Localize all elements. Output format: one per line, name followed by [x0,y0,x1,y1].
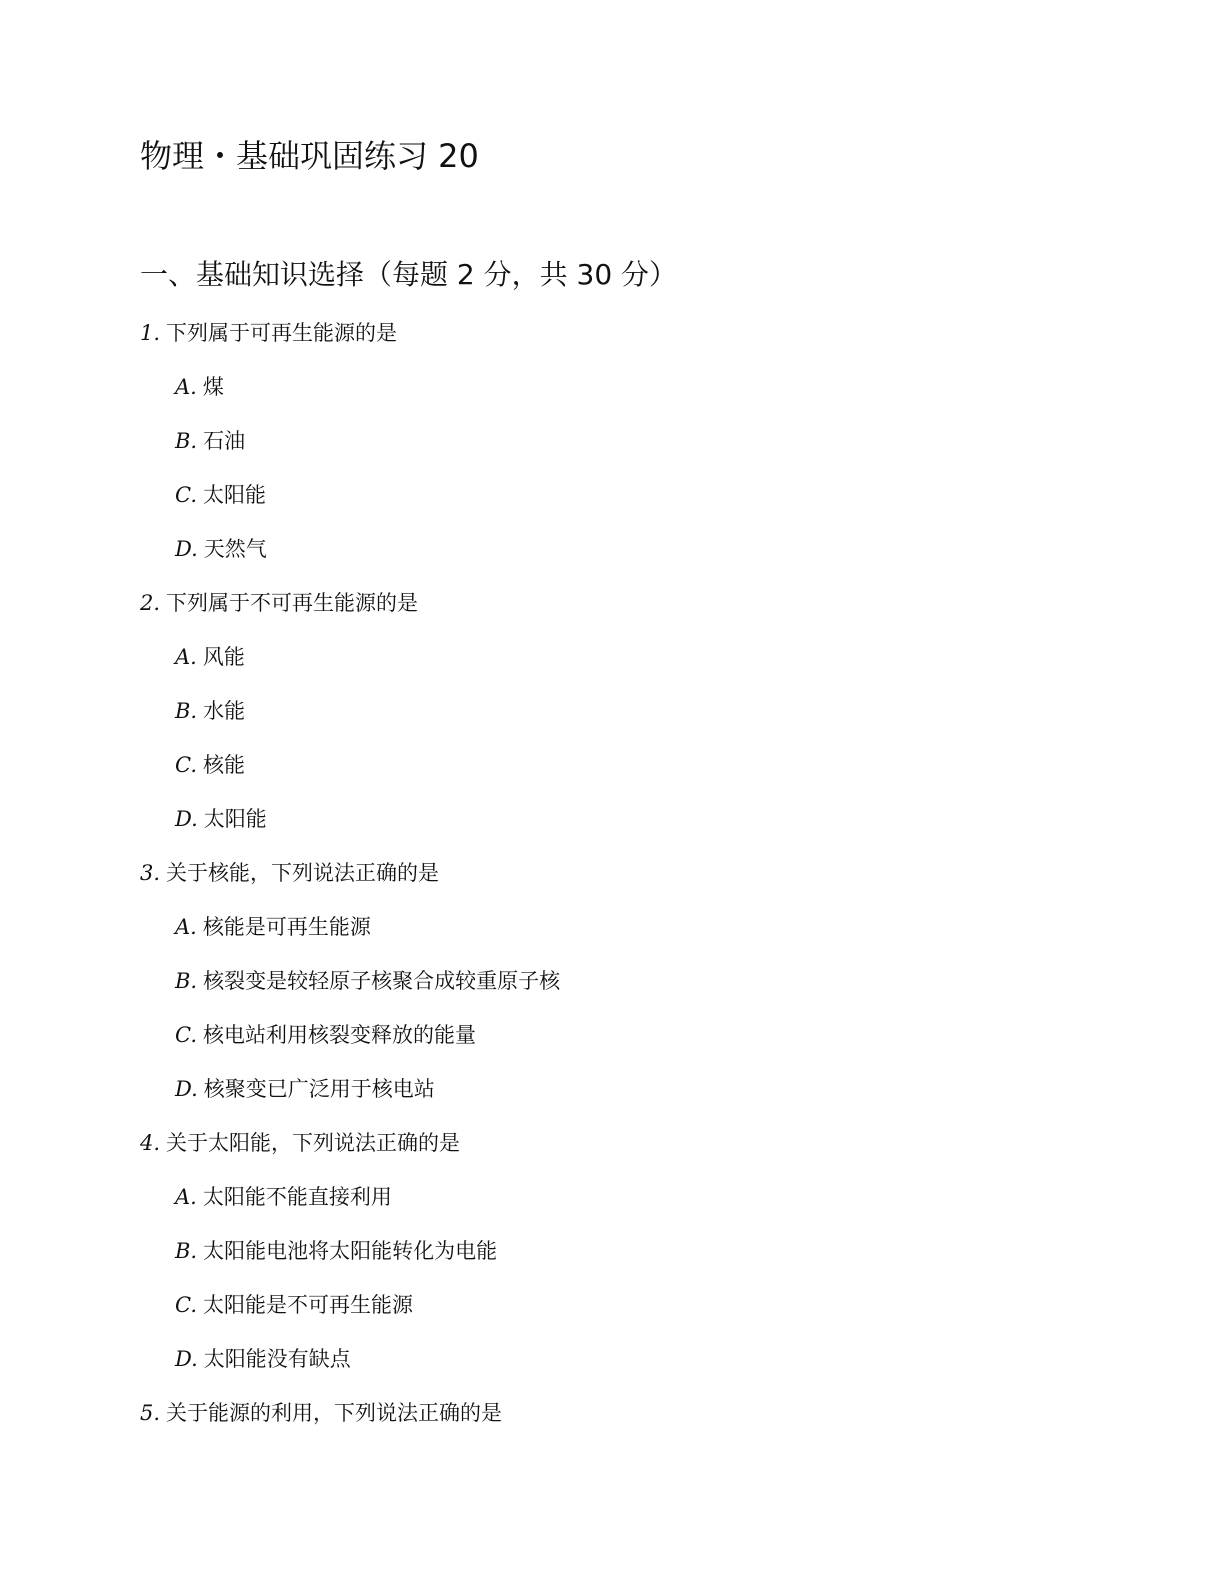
question-number: 2. [140,591,161,615]
option-letter: B. [175,1239,198,1263]
question-text: 下列属于可再生能源的是 [166,321,398,345]
answer-option [140,527,1140,581]
option-text: 太阳能没有缺点 [203,1347,351,1371]
option-text: 天然气 [203,537,267,561]
option-letter: A. [175,1185,197,1209]
option-letter: B. [175,429,198,453]
option-letter: D. [175,807,198,831]
question-text: 关于能源的利用，下列说法正确的是 [166,1401,503,1425]
option-text: 核裂变是较轻原子核聚合成较重原子核 [203,969,561,993]
option-text: 核电站利用核裂变释放的能量 [203,1023,476,1047]
page-title: 物理・基础巩固练习 20 [140,137,479,175]
answer-option [140,635,1140,689]
answer-option [140,473,1140,527]
question-stem [140,581,1140,635]
option-text: 风能 [202,645,245,669]
option-text: 核能是可再生能源 [202,915,371,939]
question-list [140,311,1140,1445]
option-text: 核能 [203,753,245,777]
question-number: 3. [140,861,161,885]
answer-option [140,365,1140,419]
question-stem [140,1121,1140,1175]
option-letter: D. [175,1077,198,1101]
answer-option [140,1229,1140,1283]
question-text: 下列属于不可再生能源的是 [166,591,419,615]
option-letter: C. [175,1293,197,1317]
question-stem [140,311,1140,365]
option-text: 太阳能电池将太阳能转化为电能 [203,1239,498,1263]
option-text: 水能 [203,699,246,723]
option-letter: B. [175,699,198,723]
option-letter: B. [175,969,198,993]
option-text: 太阳能不能直接利用 [202,1185,392,1209]
option-text: 太阳能是不可再生能源 [203,1293,413,1317]
option-text: 核聚变已广泛用于核电站 [203,1077,435,1101]
answer-option [140,1337,1140,1391]
option-letter: D. [175,537,198,561]
question-stem [140,1391,1140,1445]
option-letter: C. [175,483,197,507]
answer-option [140,743,1140,797]
option-letter: A. [175,645,197,669]
answer-option [140,1067,1140,1121]
question-text: 关于太阳能，下列说法正确的是 [166,1131,461,1155]
answer-option [140,797,1140,851]
option-text: 石油 [203,429,246,453]
option-text: 太阳能 [203,483,266,507]
option-letter: C. [175,753,197,777]
question-text: 关于核能，下列说法正确的是 [166,861,440,885]
answer-option [140,905,1140,959]
answer-option [140,1175,1140,1229]
question-number: 5. [140,1401,161,1425]
option-letter: A. [175,915,197,939]
option-letter: D. [175,1347,198,1371]
question-number: 4. [140,1131,161,1155]
answer-option [140,689,1140,743]
option-text: 太阳能 [203,807,267,831]
question-number: 1. [140,321,161,345]
answer-option [140,1013,1140,1067]
answer-option [140,959,1140,1013]
option-text: 煤 [202,375,224,399]
option-letter: A. [175,375,197,399]
section-heading: 一、基础知识选择（每题 2 分，共 30 分） [140,258,678,291]
question-stem [140,851,1140,905]
answer-option [140,419,1140,473]
option-letter: C. [175,1023,197,1047]
answer-option [140,1283,1140,1337]
